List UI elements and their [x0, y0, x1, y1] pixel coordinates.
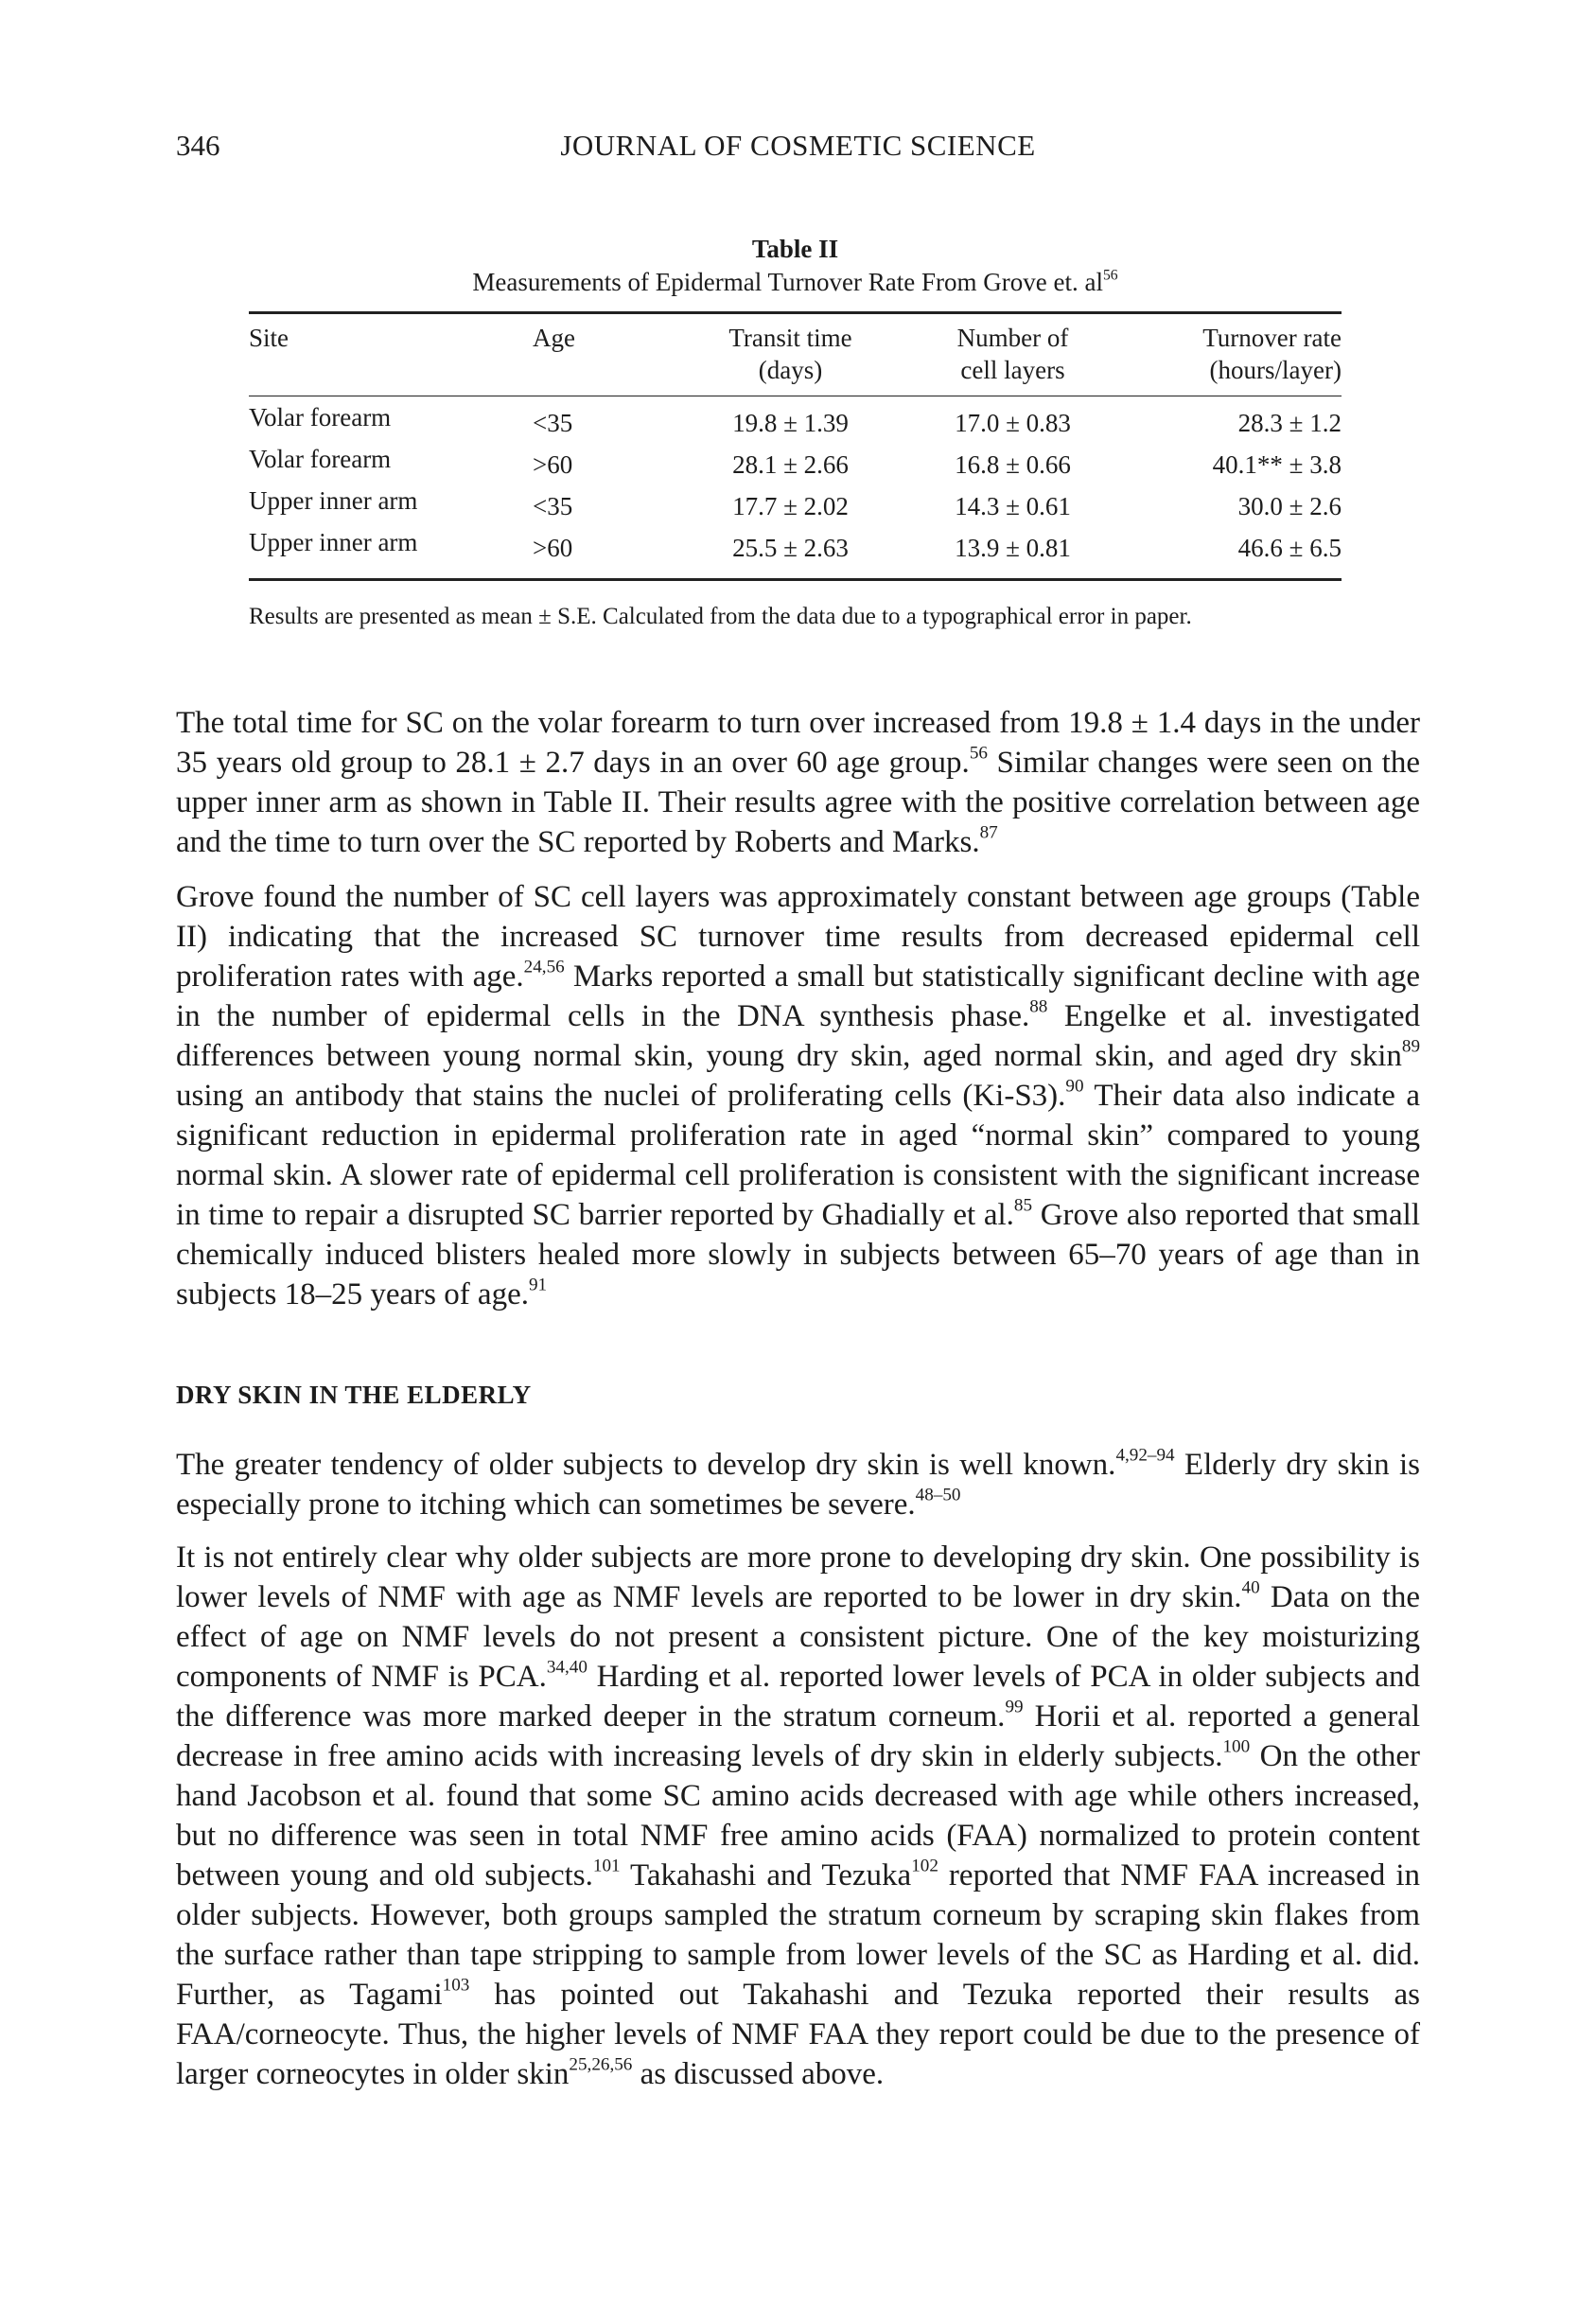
- col-header-site: Site: [249, 324, 289, 352]
- cell-site: Volar forearm: [249, 403, 392, 431]
- cell-site: Upper inner arm: [249, 528, 418, 556]
- table-ii: [249, 232, 1342, 633]
- paragraph-text: [176, 877, 1420, 1314]
- citation-ref: 103: [442, 1975, 470, 1996]
- citation-ref: 85: [1013, 1195, 1033, 1216]
- citation-ref: 56: [969, 743, 988, 764]
- citation-ref: 88: [1029, 996, 1048, 1017]
- citation-ref: 24,56: [523, 957, 565, 977]
- text-run: as discussed above.: [632, 2057, 885, 2091]
- table-header-row: [249, 314, 1342, 396]
- text-run: Similar changes were seen on the upper inner arm as shown in Table II. Their results agree with the positive correlation between age and the time to turn over the SC reported by Roberts and Marks.: [176, 746, 1420, 859]
- text-run: Elderly dry skin is especially prone to itching which can sometimes be severe.: [176, 1448, 1420, 1522]
- col-header-turnover-rate: Turnover rate (hours/layer): [1202, 324, 1342, 384]
- paragraph-text: [176, 703, 1420, 862]
- paragraph-turnover-time: [176, 703, 1420, 862]
- citation-ref: 34,40: [546, 1657, 588, 1678]
- text-run: Their data also indicate a significant reduction in epidermal proliferation rate in aged “normal skin” compared to young normal skin. A slower rate of epidermal cell proliferation is consistent with the significant increase in time to repair a disrupted SC barrier reported by Ghadially et al.: [176, 1079, 1420, 1232]
- text-run: has pointed out Takahashi and Tezuka reported their results as FAA/corneocyte. Thus, the higher levels of NMF FAA they report could be due to the presence of larger corneocytes in older skin: [176, 1978, 1420, 2091]
- col-header-transit-time: Transit time (days): [728, 324, 852, 384]
- text-run: Grove found the number of SC cell layers was approximately constant between age groups (Table II) indicating that the increased SC turnover time results from decreased epidermal cell proliferation rates with age.: [176, 880, 1420, 994]
- cell-transit: 25.5 ± 2.63: [732, 534, 849, 562]
- citation-ref: 100: [1222, 1736, 1251, 1757]
- table-footnote: Results are presented as mean ± S.E. Calculated from the data due to a typographical error in paper.: [249, 604, 1192, 629]
- turnover-table: [249, 314, 1342, 396]
- cell-transit: 28.1 ± 2.66: [732, 450, 849, 479]
- cell-site: Upper inner arm: [249, 486, 418, 515]
- text-run: On the other hand Jacobson et al. found that some SC amino acids decreased with age while others increased, but no difference was seen in total NMF free amino acids (FAA) normalized to protein content between young and old subjects.: [176, 1739, 1421, 1892]
- text-run: It is not entirely clear why older subjects are more prone to developing dry skin. One possibility is lower levels of NMF with age as NMF levels are reported to be lower in dry skin.: [176, 1540, 1420, 1614]
- cell-transit: 17.7 ± 2.02: [732, 492, 849, 520]
- text-run: Grove also reported that small chemically induced blisters healed more slowly in subjects between 65–70 years of age than in subjects 18–25 years of age.: [176, 1198, 1420, 1311]
- citation-ref: 101: [592, 1856, 621, 1876]
- cell-turnover: 30.0 ± 2.6: [1237, 492, 1342, 520]
- text-run: Data on the effect of age on NMF levels do not present a consistent picture. One of the key moisturizing components of NMF is PCA.: [176, 1580, 1421, 1694]
- text-run: Engelke et al. investigated differences between young normal skin, young dry skin, aged normal skin, and aged dry skin: [176, 999, 1420, 1073]
- text-run: The greater tendency of older subjects to develop dry skin is well known.: [176, 1448, 1116, 1482]
- paragraph-nmf-levels: [176, 1538, 1420, 2094]
- paragraph-text: [176, 1445, 1420, 1524]
- text-run: Horii et al. reported a general decrease in free amino acids with increasing levels of dry skin in elderly subjects.: [176, 1699, 1420, 1773]
- page-number: 346: [176, 129, 220, 162]
- table-title: Table II: [751, 235, 839, 263]
- table-subtitle-ref: 56: [1102, 267, 1118, 284]
- cell-layers: 13.9 ± 0.81: [955, 534, 1071, 562]
- citation-ref: 91: [528, 1275, 548, 1295]
- citation-ref: 48–50: [915, 1485, 961, 1505]
- cell-turnover: 46.6 ± 6.5: [1237, 534, 1342, 562]
- table-bottom-rule: [249, 578, 1342, 581]
- section-heading: DRY SKIN IN THE ELDERLY: [176, 1381, 532, 1409]
- table-subtitle: Measurements of Epidermal Turnover Rate From Grove et. $al^{56}$: [472, 267, 1118, 296]
- cell-layers: 16.8 ± 0.66: [955, 450, 1071, 479]
- citation-ref: 40: [1241, 1577, 1260, 1598]
- text-run: reported that NMF FAA increased in older subjects. However, both groups sampled the stratum corneum by scraping skin flakes from the surface rather than tape stripping to sample from lower levels of the SC as Harding et al. did. Further, as Tagami: [176, 1858, 1420, 2012]
- citation-ref: 90: [1065, 1076, 1084, 1097]
- cell-age: <35: [533, 409, 573, 437]
- text-run: Takahashi and Tezuka: [620, 1858, 912, 1892]
- text-run: using an antibody that stains the nuclei of proliferating cells (Ki-S3).: [176, 1079, 1066, 1113]
- paragraph-dry-skin-intro: [176, 1445, 1420, 1524]
- table-row: [249, 396, 1342, 438]
- col-header-age: Age: [533, 324, 575, 352]
- turnover-table-body: [249, 396, 1342, 563]
- text-run: Marks reported a small but statistically significant decline with age in the number of epidermal cells in the DNA synthesis phase.: [176, 959, 1420, 1033]
- cell-age: >60: [533, 534, 573, 562]
- citation-ref: 87: [979, 822, 998, 843]
- citation-ref: 4,92–94: [1115, 1445, 1175, 1466]
- page-header: [0, 129, 1596, 170]
- table-row: [249, 521, 1342, 563]
- citation-ref: 102: [911, 1856, 938, 1876]
- citation-ref: 99: [1005, 1697, 1024, 1717]
- cell-turnover: 28.3 ± 1.2: [1237, 409, 1342, 437]
- cell-layers: 14.3 ± 0.61: [955, 492, 1071, 520]
- cell-turnover: 40.1** ± 3.8: [1212, 450, 1342, 479]
- cell-layers: 17.0 ± 0.83: [955, 409, 1071, 437]
- table-row: [249, 438, 1342, 480]
- paragraph-cell-layers: [176, 877, 1420, 1314]
- cell-transit: 19.8 ± 1.39: [732, 409, 849, 437]
- cell-age: >60: [533, 450, 573, 479]
- citation-ref: 89: [1401, 1036, 1420, 1057]
- text-run: The total time for SC on the volar forearm to turn over increased from 19.8 ± 1.4 days in the under 35 years old group to 28.1 ± 2.7 days in an over 60 age group.: [176, 706, 1420, 780]
- citation-ref: 25,26,56: [569, 2054, 633, 2075]
- col-header-cell-layers: Number of cell layers: [956, 324, 1069, 384]
- cell-age: <35: [533, 492, 573, 520]
- paragraph-text: [176, 1538, 1420, 2094]
- journal-title: JOURNAL OF COSMETIC SCIENCE: [560, 129, 1036, 162]
- table-row: [249, 480, 1342, 521]
- cell-site: Volar forearm: [249, 445, 392, 473]
- text-run: Harding et al. reported lower levels of PCA in older subjects and the difference was more marked deeper in the stratum corneum.: [176, 1660, 1420, 1734]
